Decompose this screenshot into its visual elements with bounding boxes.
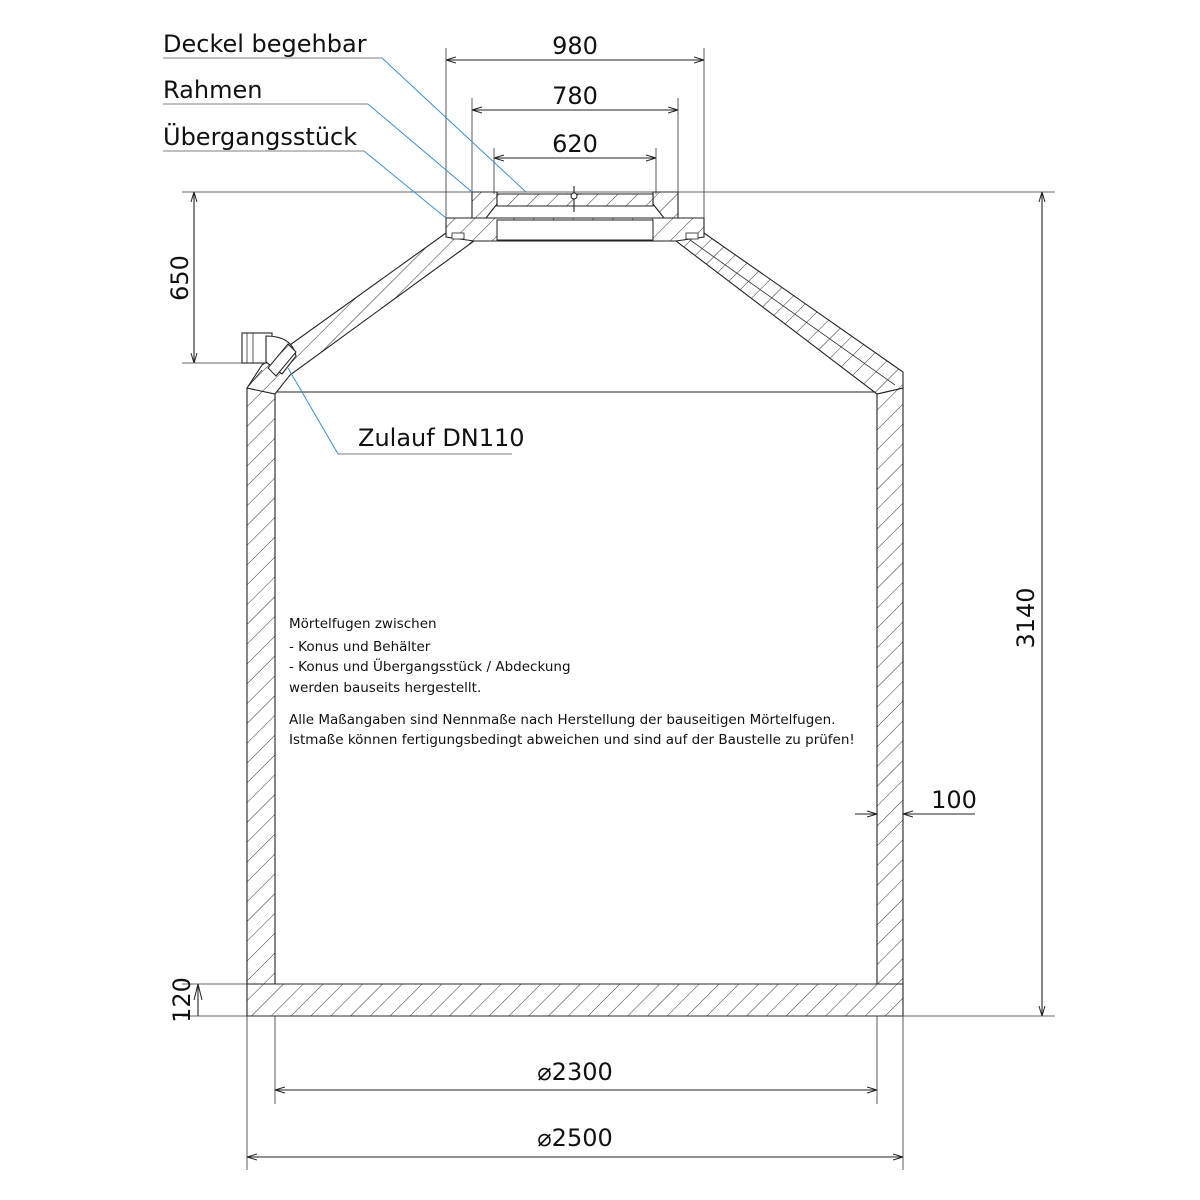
label-frame: Rahmen: [163, 76, 263, 104]
label-cover: Deckel begehbar: [163, 30, 367, 58]
dim-outer-diameter: ⌀2500: [537, 1124, 613, 1152]
note-line-1: Mörtelfugen zwischen: [289, 616, 437, 632]
cone-inner-line: [690, 240, 895, 385]
dim-100: 100: [931, 786, 977, 814]
left-wall: [247, 388, 275, 984]
right-wall: [877, 388, 903, 984]
transition-piece: [446, 218, 704, 241]
notes-block: [289, 616, 855, 748]
tank-floor: [247, 984, 903, 1016]
dim-650: 650: [166, 255, 194, 301]
dim-inner-diameter: ⌀2300: [537, 1058, 613, 1086]
dim-3140: 3140: [1012, 587, 1040, 649]
note-line-5: Alle Maßangaben sind Nennmaße nach Herstellung der bauseitigen Mörtelfugen.: [289, 712, 836, 728]
note-line-2: - Konus und Behälter: [289, 639, 431, 655]
dim-120: 120: [168, 977, 196, 1023]
dim-620: 620: [552, 130, 598, 158]
note-line-4: werden bauseits hergestellt.: [289, 680, 482, 696]
dim-980: 980: [552, 32, 598, 60]
label-transition: Übergangsstück: [163, 123, 358, 151]
leader-lines: [163, 58, 526, 454]
note-line-6: Istmaße können fertigungsbedingt abweichen und sind auf der Baustelle zu prüfen!: [289, 732, 855, 748]
cover: [497, 186, 653, 212]
cone-right: [676, 233, 903, 394]
cone: [247, 233, 903, 394]
label-inlet: Zulauf DN110: [358, 424, 525, 452]
note-line-3: - Konus und Übergangsstück / Abdeckung: [289, 659, 571, 675]
tank-body: [247, 388, 903, 1016]
dim-780: 780: [552, 82, 598, 110]
